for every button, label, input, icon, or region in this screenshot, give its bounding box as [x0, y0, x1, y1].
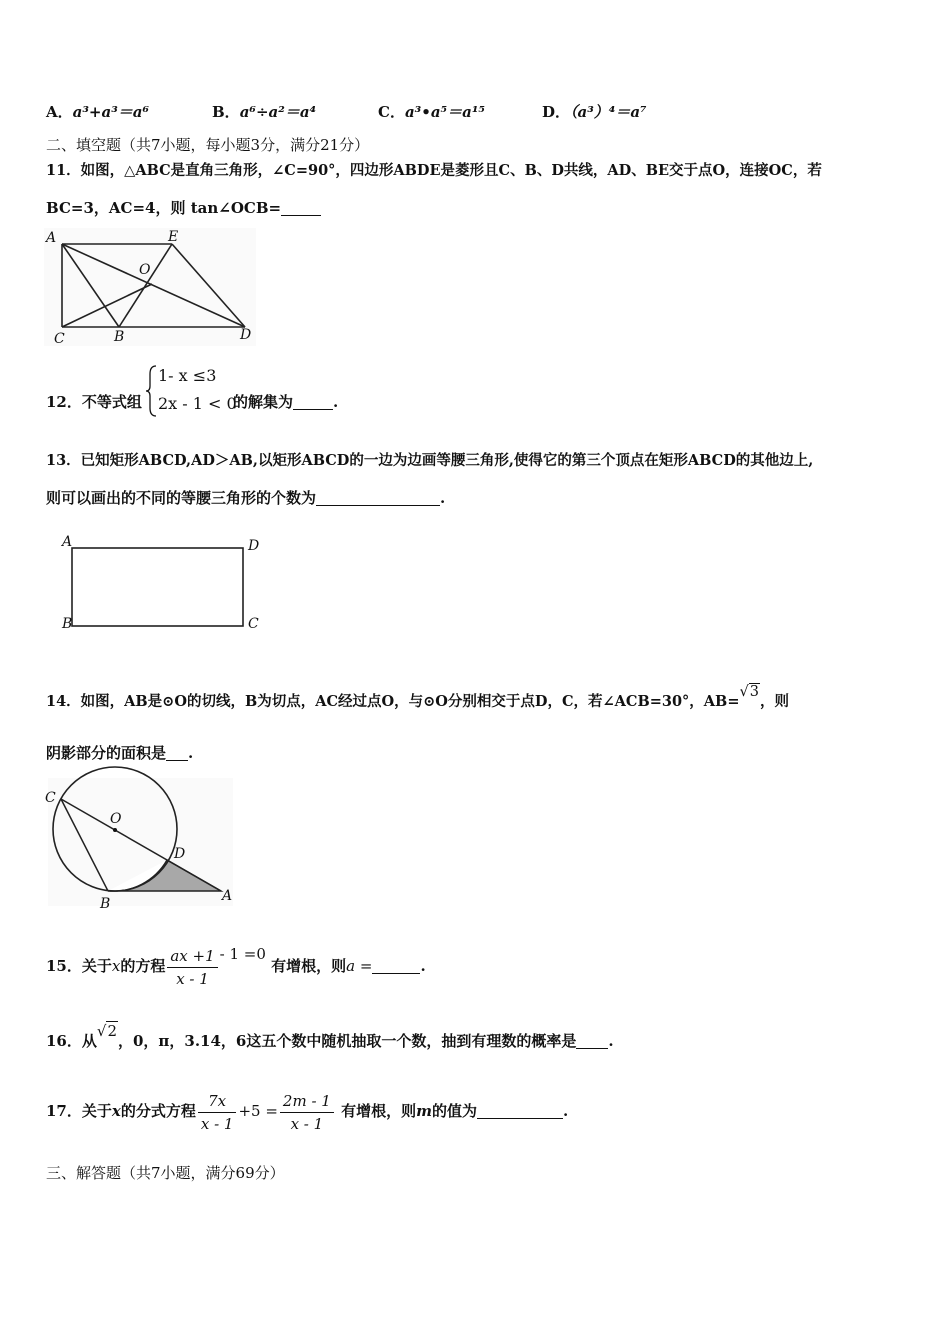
label-o: O	[110, 811, 122, 827]
q14-line1: 14．如图，AB是⊙O的切线，B为切点，AC经过点O，与⊙O分别相交于点D，C，若∠ACB=30°，AB=√3，则	[46, 684, 789, 710]
label-b: B	[114, 329, 125, 345]
q17-fraction-right: $\frac{2m - 1}{x - 1}$	[280, 1090, 334, 1135]
answer-blank	[166, 746, 188, 761]
answer-blank	[477, 1104, 563, 1119]
label-b: B	[100, 896, 111, 912]
system-brace	[146, 364, 158, 418]
label-a: A	[62, 534, 73, 550]
rectangle-abcd	[72, 548, 243, 626]
q11-line2: BC=3，AC=4，则 tan∠OCB=	[46, 198, 321, 218]
q11-line1: 11．如图，△ABC是直角三角形，∠C=90°，四边形ABDE是菱形且C、B、D共线，AD、BE交于点O，连接OC，若	[46, 162, 822, 179]
answer-blank	[372, 959, 420, 974]
q17-fraction-left: $\frac{7x}{x - 1}$	[198, 1090, 237, 1135]
label-c: C	[45, 790, 56, 806]
q12-ineq1: 1- x ≤3	[158, 366, 217, 385]
option-a: A．a³+a³＝a⁶	[46, 103, 150, 121]
section-heading-fill-blank: 二、填空题（共7小题，每小题3分，满分21分）	[46, 136, 370, 154]
q14-circle-figure	[40, 778, 235, 913]
q14-line2: 阴影部分的面积是 .	[46, 744, 194, 762]
answer-blank	[281, 201, 321, 216]
label-e: E	[168, 229, 179, 245]
q12-prefix: 12．不等式组	[46, 393, 142, 411]
q17-line: 17．关于x的分式方程 $\frac{7x}{x - 1}$ +5 = $\frac{2m - 1}{x - 1}$ 有增根，则m的值为 .	[46, 1091, 569, 1133]
q13-rectangle-figure	[60, 534, 270, 634]
label-o: O	[139, 262, 151, 278]
label-a: A	[222, 888, 233, 904]
answer-blank	[576, 1034, 608, 1049]
q16-line: 16．从√2，0，π，3.14，6这五个数中随机抽取一个数，抽到有理数的概率是 .	[46, 1022, 614, 1050]
section-heading-solutions: 三、解答题（共7小题，满分69分）	[46, 1164, 285, 1182]
q15-line: 15．关于x的方程 $\frac{ax +1}{x - 1}$ - 1 =0 有增根，则a = .	[46, 945, 426, 988]
center-dot	[113, 828, 117, 832]
label-d: D	[174, 846, 186, 862]
q13-line2: 则可以画出的不同的等腰三角形的个数为 .	[46, 489, 446, 507]
sqrt2: √2	[96, 1022, 117, 1040]
answer-blank	[316, 491, 440, 506]
figure-background	[44, 228, 256, 346]
option-d: D．（a³）⁴＝a⁷	[542, 103, 647, 121]
label-c: C	[248, 616, 259, 632]
label-c: C	[54, 331, 65, 347]
sqrt3: √3	[739, 684, 759, 700]
label-d: D	[248, 538, 260, 554]
q12-ineq2: 2x - 1 < 0	[158, 394, 237, 413]
q15-fraction: $\frac{ax +1}{x - 1}$	[167, 945, 217, 990]
answer-blank	[293, 395, 333, 410]
option-c: C．a³•a⁵＝a¹⁵	[378, 103, 485, 121]
q12-suffix: 的解集为 .	[233, 393, 339, 411]
q13-line1: 13．已知矩形ABCD,AD＞AB,以矩形ABCD的一边为边画等腰三角形,使得它的第三个顶点在矩形ABCD的其他边上,	[46, 452, 814, 469]
option-b: B．a⁶÷a²＝a⁴	[212, 103, 317, 121]
label-d: D	[240, 327, 252, 343]
label-a: A	[46, 230, 57, 246]
label-b: B	[62, 616, 73, 632]
q11-figure	[44, 228, 258, 348]
